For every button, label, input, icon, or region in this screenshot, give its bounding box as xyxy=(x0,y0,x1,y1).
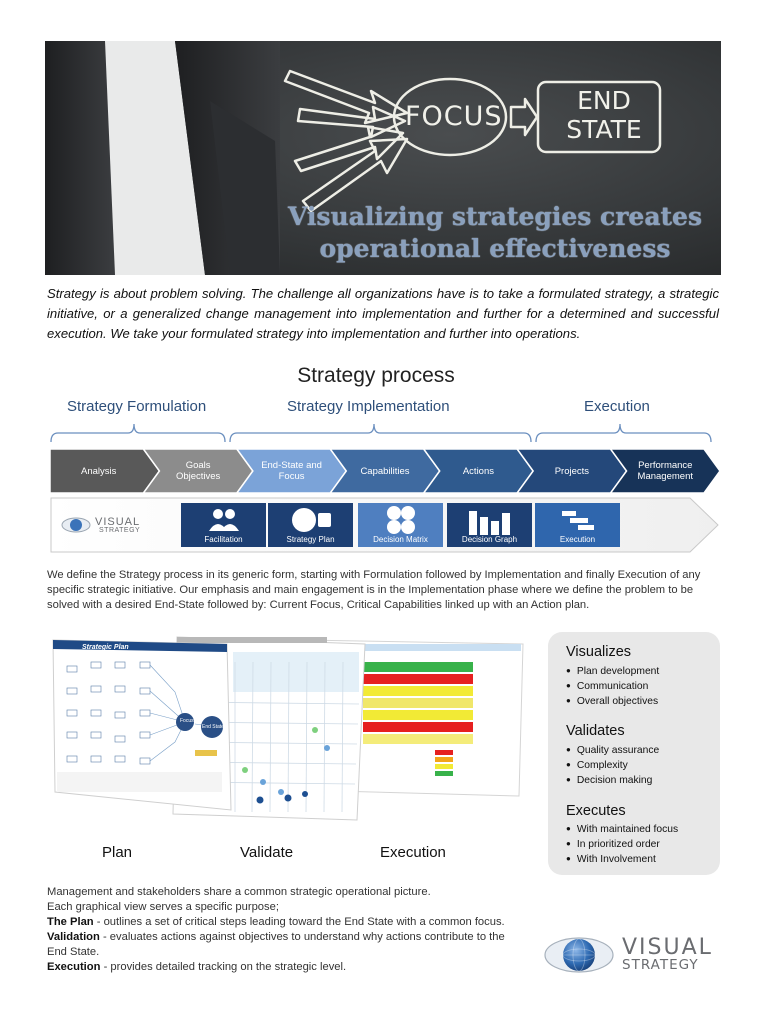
process-step xyxy=(143,449,252,493)
bottom-line1: Management and stakeholders share a common strategic operational picture. xyxy=(47,886,431,898)
visual-strategy-logo xyxy=(543,932,723,978)
process-step-label: Capabilities xyxy=(360,466,410,477)
phase-execution: Execution xyxy=(584,398,650,415)
caption-execution: Execution xyxy=(380,844,446,861)
process-step xyxy=(517,449,626,493)
process-step-label: Analysis xyxy=(81,466,117,477)
list-item: ● Decision making xyxy=(566,773,659,788)
tool-decision-graph xyxy=(447,503,532,547)
tool-label: Decision Graph xyxy=(461,535,518,544)
tool-label: Execution xyxy=(559,535,596,544)
end-state-line1: END xyxy=(577,86,631,115)
bottom-execution xyxy=(47,960,527,975)
tool-label: Decision Matrix xyxy=(373,535,428,544)
process-step xyxy=(611,449,720,493)
plan-text: - outlines a set of critical steps leading toward the End State with a common focus. xyxy=(93,916,505,929)
process-step-label: Goals xyxy=(185,460,211,471)
execution-label: Execution xyxy=(47,961,101,974)
process-step-label: Objectives xyxy=(175,471,221,482)
gantt-icon xyxy=(556,505,600,535)
process-step-label: Performance xyxy=(638,460,693,471)
caption-validate: Validate xyxy=(240,844,294,861)
process-step-label: Management xyxy=(637,471,694,482)
tool-execution xyxy=(535,503,620,547)
list-item: ● Plan development xyxy=(566,664,659,679)
brand-strategy: STRATEGY xyxy=(99,527,141,534)
validation-label: Validation xyxy=(47,931,100,944)
list-item: ● Communication xyxy=(566,679,659,694)
intro-paragraph: Strategy is about problem solving. The challenge all organizations have is to take a formulated strategy, a strategic initiative, or a generalized change management into implementation and further for a determined and successful execution. We take your formulated strategy into implementation and further into operations. xyxy=(47,286,719,341)
list-item: ● With maintained focus xyxy=(566,822,678,837)
phase-formulation: Strategy Formulation xyxy=(67,398,207,415)
visualizes-list xyxy=(566,664,659,710)
bottom-plan xyxy=(47,915,527,930)
tool-label: Facilitation xyxy=(204,535,243,544)
tool-label: Strategy Plan xyxy=(286,535,335,544)
executes-list xyxy=(566,822,678,868)
tagline-line2: operational effectiveness xyxy=(319,234,671,263)
process-description: We define the Strategy process in its generic form, starting with Formulation followed by Implementation and finally Execution of any specific strategic initiative. Our emphasis and main engagement is in the Implementation phase where we define the problem to be solved with a desired End-State followed by: Current Focus, Critical Capabilities linked up with an Action plan. xyxy=(47,569,701,611)
process-step-label: Actions xyxy=(462,466,495,477)
process-title: Strategy process xyxy=(297,364,455,387)
tool-decision-matrix xyxy=(358,503,443,547)
process-step xyxy=(330,449,439,493)
list-item: ● With Involvement xyxy=(566,852,678,867)
screens-collage xyxy=(45,632,545,822)
list-item: ● In prioritized order xyxy=(566,837,678,852)
process-step-label: Projects xyxy=(554,466,590,477)
process-step xyxy=(237,449,346,493)
logo-visual: VISUAL xyxy=(622,935,713,960)
focus-chalk-text: FOCUS xyxy=(405,101,503,132)
tool-strategy-plan xyxy=(268,503,353,547)
people-icon xyxy=(204,505,244,535)
tool-facilitation xyxy=(181,503,266,547)
visualizes-title: Visualizes xyxy=(566,644,632,660)
process-chevrons xyxy=(50,449,720,493)
bottom-validation xyxy=(47,930,527,960)
visual-strategy-eye-icon xyxy=(61,515,91,535)
eye-globe-icon xyxy=(543,932,617,978)
plan-label: The Plan xyxy=(47,916,94,929)
hero-tagline xyxy=(270,201,720,265)
process-step-label: End-State and xyxy=(261,460,322,471)
plan-icon xyxy=(288,505,334,535)
validates-title: Validates xyxy=(566,723,625,739)
matrix-icon xyxy=(381,504,421,536)
brand-visual: VISUAL xyxy=(95,516,141,528)
list-item: ● Complexity xyxy=(566,758,659,773)
execution-text: - provides detailed tracking on the strategic level. xyxy=(100,961,347,974)
process-step xyxy=(424,449,533,493)
end-state-line2: STATE xyxy=(566,115,642,144)
plan-end-state-label: End State xyxy=(202,724,224,730)
hero-banner xyxy=(45,41,721,275)
end-state-chalk-text xyxy=(545,86,663,144)
phase-brackets xyxy=(48,418,718,446)
process-step-label: Focus xyxy=(278,471,305,482)
tagline-line1: Visualizing strategies creates xyxy=(287,202,703,231)
bottom-description xyxy=(47,885,527,976)
logo-strategy: STRATEGY xyxy=(622,957,699,973)
plan-focus-label: Focus xyxy=(180,718,194,724)
bottom-line2: Each graphical view serves a specific purpose; xyxy=(47,901,279,914)
bar-chart-icon xyxy=(465,505,515,537)
executes-title: Executes xyxy=(566,803,626,819)
phase-implementation: Strategy Implementation xyxy=(287,398,450,415)
list-item: ● Overall objectives xyxy=(566,694,659,709)
process-step xyxy=(50,449,159,493)
plan-screen-header: Strategic Plan xyxy=(82,644,129,651)
validation-text: - evaluates actions against objectives to understand why actions contribute to the End State. xyxy=(47,931,505,959)
list-item: ● Quality assurance xyxy=(566,743,659,758)
caption-plan: Plan xyxy=(102,844,133,861)
benefits-box xyxy=(548,632,720,875)
validates-list xyxy=(566,743,659,789)
